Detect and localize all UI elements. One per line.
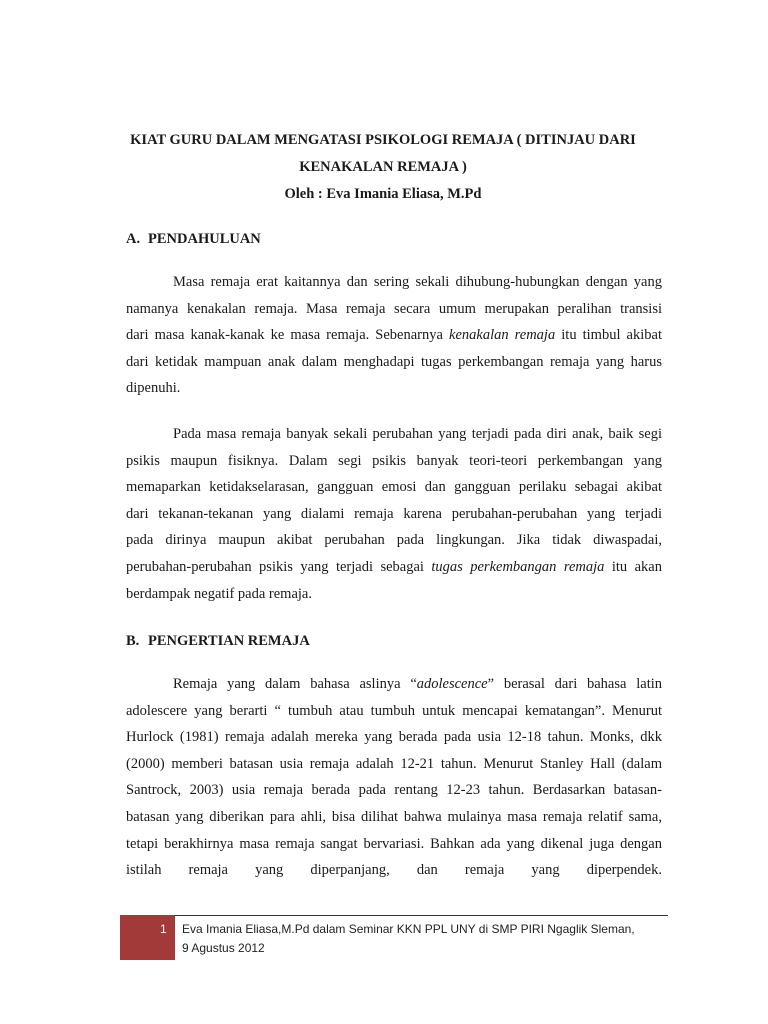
- paragraph-line: Hurlock (1981) remaja adalah mereka yang berada pada usia 12-18 tahun. Monks, dkk: [126, 729, 662, 746]
- paragraph-line: (2000) memberi batasan usia remaja adalah 12-21 tahun. Menurut Stanley Hall (dalam: [126, 755, 662, 772]
- paragraph-line: dari ketidak mampuan anak dalam menghadapi tugas perkembangan remaja yang harus: [126, 353, 662, 370]
- paragraph-line: namanya kenakalan remaja. Masa remaja secara umum merupakan peralihan transisi: [126, 300, 662, 317]
- section-a-paragraph-1: [126, 269, 662, 402]
- section-a-letter: A.: [126, 231, 141, 247]
- section-b-heading: [126, 631, 310, 651]
- text-span: ” berasal dari bahasa latin: [487, 676, 663, 692]
- paragraph-line: dipenuhi.: [126, 380, 181, 397]
- paragraph-line: istilah remaja yang diperpanjang, dan remaja yang diperpendek.: [126, 862, 662, 879]
- paragraph-line: berdampak negatif pada remaja.: [126, 585, 312, 602]
- italic-term: kenakalan remaja: [449, 327, 556, 344]
- paragraph-line: Masa remaja erat kaitannya dan sering sekali dihubung-hubungkan dengan yang: [173, 274, 662, 290]
- document-author: Oleh : Eva Imania Eliasa, M.Pd: [284, 186, 482, 202]
- paragraph-line: [126, 554, 662, 581]
- footer-text: [182, 920, 635, 958]
- section-b-letter: B.: [126, 633, 140, 649]
- text-span: Remaja yang dalam bahasa aslinya “: [173, 676, 417, 692]
- italic-term: adolescence: [416, 676, 488, 692]
- section-b-title: PENGERTIAN REMAJA: [148, 633, 310, 649]
- paragraph-line: [126, 671, 662, 698]
- paragraph-line: batasan yang diberikan para ahli, bisa dilihat bahwa mulainya masa remaja relatif sama,: [126, 808, 662, 825]
- text-span: itu timbul akibat: [555, 327, 662, 344]
- section-a-paragraph-2: [126, 421, 662, 607]
- paragraph-line: Pada masa remaja banyak sekali perubahan yang terjadi pada diri anak, baik segi: [173, 426, 662, 442]
- paragraph-line: Santrock, 2003) usia remaja berada pada rentang 12-23 tahun. Berdasarkan batasan-: [126, 782, 662, 799]
- paragraph-line: memaparkan ketidakselarasan, gangguan emosi dan gangguan perilaku sebagai akibat: [126, 479, 662, 496]
- section-a-heading: [126, 229, 261, 249]
- footer-line2: 9 Agustus 2012: [182, 941, 265, 955]
- paragraph-line: pada dirinya maupun akibat perubahan pada lingkungan. Jika tidak diwaspadai,: [126, 532, 662, 549]
- paragraph-line: [126, 322, 662, 349]
- document-title-line2: KENAKALAN REMAJA ): [299, 159, 467, 175]
- page-number: 1: [160, 922, 167, 936]
- text-span: itu akan: [604, 558, 662, 575]
- footer-rule: [120, 915, 668, 916]
- italic-term: tugas perkembangan remaja: [431, 558, 605, 575]
- paragraph-line: adolescere yang berarti “ tumbuh atau tumbuh untuk mencapai kematangan”. Menurut: [126, 702, 662, 719]
- section-a-title: PENDAHULUAN: [148, 231, 261, 247]
- paragraph-line: tetapi berakhirnya masa remaja sangat bervariasi. Bahkan ada yang dikenal juga dengan: [126, 835, 662, 852]
- footer-line1: Eva Imania Eliasa,M.Pd dalam Seminar KKN PPL UNY di SMP PIRI Ngaglik Sleman,: [182, 922, 635, 936]
- paragraph-line: dari tekanan-tekanan yang dialami remaja karena perubahan-perubahan yang terjadi: [126, 505, 662, 522]
- text-span: dari masa kanak-kanak ke masa remaja. Sebenarnya: [126, 327, 450, 344]
- document-title-line1: KIAT GURU DALAM MENGATASI PSIKOLOGI REMAJA ( DITINJAU DARI: [130, 132, 636, 148]
- text-span: perubahan-perubahan psikis yang terjadi sebagai: [126, 558, 432, 575]
- paragraph-line: psikis maupun fisiknya. Dalam segi psikis banyak teori-teori perkembangan yang: [126, 452, 662, 469]
- section-b-paragraph-1: [126, 671, 662, 884]
